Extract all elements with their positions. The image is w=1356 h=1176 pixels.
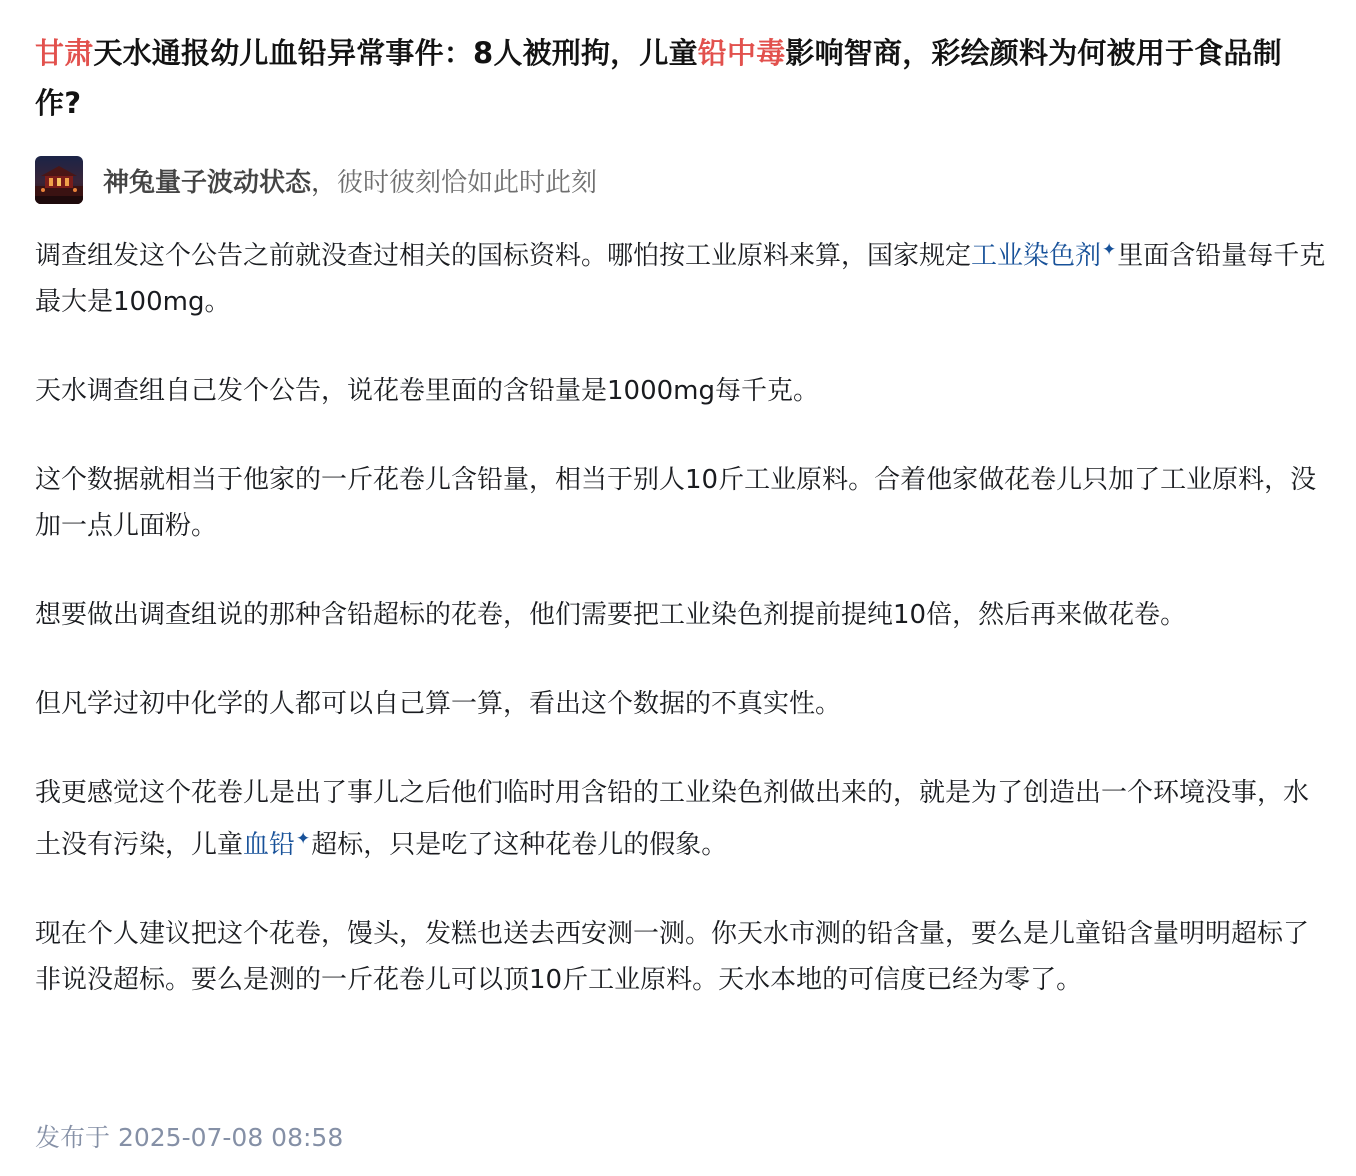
- keyword-link-blood-lead[interactable]: 血铅: [243, 830, 296, 860]
- paragraph-6-text-b: 超标，只是吃了这种花卷儿的假象。: [311, 830, 728, 860]
- question-title[interactable]: [35, 28, 1326, 128]
- title-highlight-lead-poisoning: 铅中毒: [697, 36, 786, 70]
- author-separator: ，: [311, 167, 338, 198]
- paragraph-1-text-a: 调查组发这个公告之前就没查过相关的国标资料。哪怕按工业原料来算，国家规定: [35, 241, 972, 271]
- avatar-image: [35, 156, 83, 204]
- title-text: 天水通报幼儿血铅异常事件：8人被刑拘，儿童: [93, 36, 698, 70]
- paragraph-3: 这个数据就相当于他家的一斤花卷儿含铅量，相当于别人10斤工业原料。合着他家做花卷儿只加了工业原料，没加一点儿面粉。: [35, 465, 1317, 541]
- author-info: [35, 155, 1326, 205]
- paragraph-1-text-b: 里面含铅量每千克最大是100mg。: [35, 241, 1326, 317]
- paragraph-2: 天水调查组自己发个公告，说花卷里面的含铅量是1000mg每千克。: [35, 376, 819, 406]
- author-bio: 彼时彼刻恰如此时此刻: [337, 167, 598, 198]
- paragraph-5: 但凡学过初中化学的人都可以自己算一算，看出这个数据的不真实性。: [35, 689, 842, 719]
- author-name[interactable]: 神兔量子波动状态: [103, 167, 312, 198]
- paragraph-1: [35, 227, 1326, 325]
- answer-content: [35, 227, 1326, 1003]
- title-text-end: 影响智商，彩绘颜料为何被用于食品制作?: [35, 36, 1282, 120]
- paragraph-4: 想要做出调查组说的那种含铅超标的花卷，他们需要把工业染色剂提前提纯10倍，然后再来做花卷。: [35, 600, 1187, 630]
- sparkle-icon: ✦: [296, 829, 311, 849]
- paragraph-6-text-a: 我更感觉这个花卷儿是出了事儿之后他们临时用含铅的工业染色剂做出来的，就是为了创造出一个环境没事，水土没有污染，儿童: [35, 778, 1310, 860]
- paragraph-7: 现在个人建议把这个花卷，馒头，发糕也送去西安测一测。你天水市测的铅含量，要么是儿童铅含量明明超标了非说没超标。要么是测的一斤花卷儿可以顶10斤工业原料。天水本地的可信度已经为零了。: [35, 919, 1310, 995]
- paragraph-6: [35, 770, 1326, 868]
- publish-time[interactable]: 发布于 2025-07-08 08:58: [35, 1123, 344, 1152]
- sparkle-icon: ✦: [1102, 240, 1117, 260]
- keyword-link-industrial-dye[interactable]: 工业染色剂: [971, 241, 1102, 271]
- title-highlight-gansu: 甘肃: [35, 36, 94, 70]
- user-avatar[interactable]: [35, 156, 83, 204]
